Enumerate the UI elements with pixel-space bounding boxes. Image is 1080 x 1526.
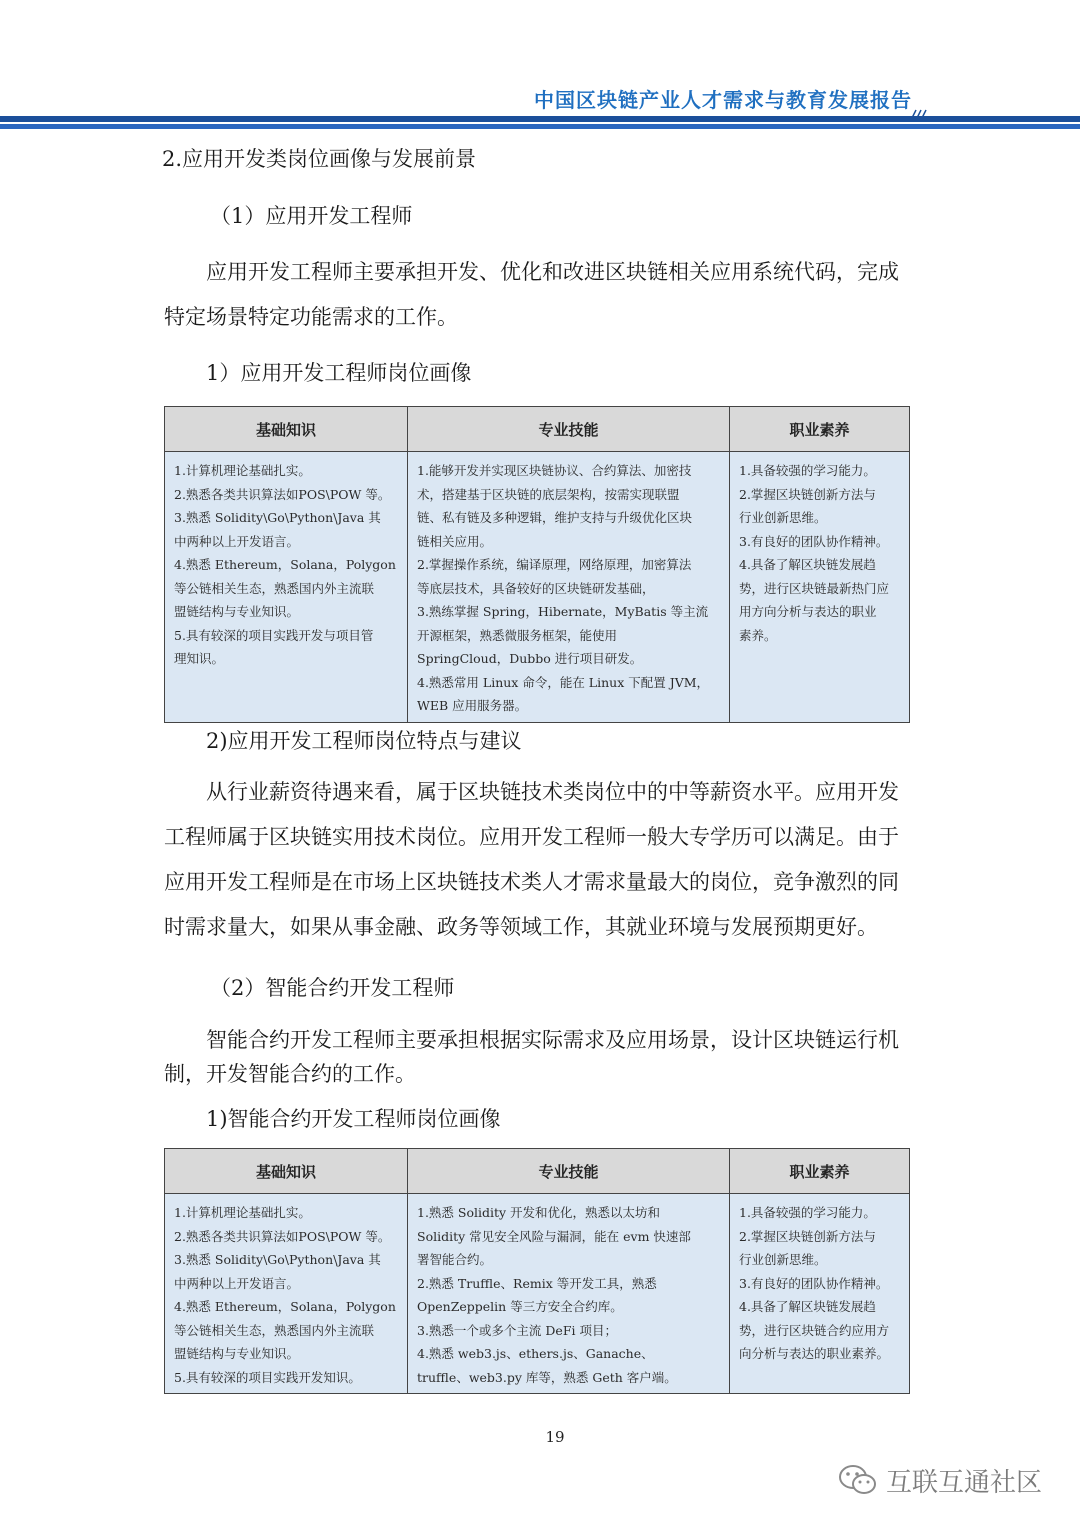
watermark	[838, 1460, 1042, 1500]
table-cell-basic-knowledge	[165, 1194, 408, 1394]
paragraph-line: 时需求量大，如果从事金融、政务等领域工作，其就业环境与发展预期更好。	[164, 915, 878, 939]
cell-line: 2.掌握操作系统，编译原理，网络原理，加密算法	[417, 557, 692, 572]
subsection-title-2: （2）智能合约开发工程师	[210, 976, 455, 1000]
features-title: 2)应用开发工程师岗位特点与建议	[206, 729, 522, 753]
cell-line: 1.计算机理论基础扎实。	[174, 463, 311, 478]
cell-line: 1.具备较强的学习能力。	[739, 463, 876, 478]
cell-line: 4.具备了解区块链发展趋	[739, 1299, 876, 1314]
paragraph-line: 工程师属于区块链实用技术岗位。应用开发工程师一般大专学历可以满足。由于	[164, 825, 899, 849]
column-header: 职业素养	[730, 1149, 910, 1194]
cell-line: 1.具备较强的学习能力。	[739, 1205, 876, 1220]
table-cell-professional-quality	[730, 452, 910, 723]
cell-line: 盟链结构与专业知识。	[174, 1346, 300, 1361]
cell-line: 1.计算机理论基础扎实。	[174, 1205, 311, 1220]
cell-line: Solidity 常见安全风险与漏洞，能在 evm 快速部	[417, 1228, 691, 1244]
cell-line: 中两种以上开发语言。	[174, 1275, 300, 1291]
cell-line: 3.熟悉一个或多个主流 DeFi 项目；	[417, 1322, 617, 1338]
cell-line: 势，进行区块链最新热门应	[739, 580, 890, 596]
cell-line: 等公链相关生态，熟悉国内外主流联	[174, 1322, 375, 1338]
cell-line: OpenZeppelin 等三方安全合约库。	[417, 1299, 623, 1314]
cell-line: 3.熟悉 Solidity\Go\Python\Java 其	[174, 510, 381, 525]
column-header: 专业技能	[408, 407, 730, 452]
column-header: 基础知识	[165, 1149, 408, 1194]
paragraph-line: 智能合约开发工程师主要承担根据实际需求及应用场景，设计区块链运行机	[206, 1028, 899, 1052]
cell-line: 4.熟悉 web3.js、ethers.js、Ganache、	[417, 1346, 654, 1361]
cell-line: 4.熟悉常用 Linux 命令，能在 Linux 下配置 JVM，	[417, 674, 710, 690]
table-cell-professional-skills	[408, 452, 730, 723]
report-header-title: 中国区块链产业人才需求与教育发展报告	[534, 88, 912, 112]
table-caption-1: 1）应用开发工程师岗位画像	[206, 361, 472, 385]
cell-line: 盟链结构与专业知识。	[174, 604, 300, 619]
cell-line: 开源框架，熟悉微服务框架，能使用	[417, 627, 618, 643]
cell-line: 行业创新思维。	[739, 1252, 827, 1267]
cell-line: 4.熟悉 Ethereum，Solana，Polygon	[174, 557, 396, 572]
cell-line: 1.能够开发并实现区块链协议、合约算法、加密技	[417, 463, 692, 478]
section-title: 2.应用开发类岗位画像与发展前景	[162, 147, 477, 171]
subsection-title-1: （1）应用开发工程师	[210, 204, 413, 228]
cell-line: 理知识。	[174, 651, 225, 666]
paragraph-line: 制，开发智能合约的工作。	[164, 1062, 416, 1086]
cell-line: 势，进行区块链合约应用方	[739, 1322, 890, 1338]
cell-line: 5.具有较深的项目实践开发与项目管	[174, 627, 374, 643]
cell-line: 链相关应用。	[417, 533, 493, 549]
cell-line: 链、私有链及多种逻辑，维护支持与升级优化区块	[417, 510, 693, 525]
job-portrait-table-1	[164, 406, 910, 723]
cell-line: 等底层技术，具备较好的区块链研发基础，	[417, 580, 655, 596]
page-number: 19	[545, 1428, 565, 1446]
cell-line: 2.熟悉 Truffle、Remix 等开发工具，熟悉	[417, 1275, 657, 1291]
cell-line: 3.有良好的团队协作精神。	[739, 533, 889, 549]
cell-line: 2.熟悉各类共识算法如POS\POW 等。	[174, 1228, 391, 1244]
cell-line: 素养。	[739, 627, 777, 643]
table-cell-professional-quality	[730, 1194, 910, 1394]
paragraph-line: 特定场景特定功能需求的工作。	[164, 305, 458, 329]
wechat-icon	[838, 1463, 878, 1497]
header-bar-secondary	[0, 124, 1080, 129]
column-header: 职业素养	[730, 407, 910, 452]
cell-line: SpringCloud，Dubbo 进行项目研发。	[417, 651, 643, 666]
cell-line: 2.掌握区块链创新方法与	[739, 486, 876, 502]
column-header: 基础知识	[165, 407, 408, 452]
cell-line: 行业创新思维。	[739, 510, 827, 525]
cell-line: 1.熟悉 Solidity 开发和优化，熟悉以太坊和	[417, 1205, 661, 1220]
cell-line: 向分析与表达的职业素养。	[739, 1346, 890, 1361]
job-portrait-table-2	[164, 1148, 910, 1394]
cell-line: WEB 应用服务器。	[417, 698, 528, 713]
cell-line: 2.熟悉各类共识算法如POS\POW 等。	[174, 486, 391, 502]
table-caption-2: 1)智能合约开发工程师岗位画像	[206, 1107, 501, 1131]
column-header: 专业技能	[408, 1149, 730, 1194]
cell-line: 署智能合约。	[417, 1252, 493, 1267]
cell-line: 3.熟悉 Solidity\Go\Python\Java 其	[174, 1252, 381, 1267]
watermark-text: 互联互通社区	[886, 1467, 1043, 1498]
cell-line: 等公链相关生态，熟悉国内外主流联	[174, 580, 375, 596]
cell-line: 用方向分析与表达的职业	[739, 604, 877, 619]
paragraph-line: 应用开发工程师主要承担开发、优化和改进区块链相关应用系统代码，完成	[206, 260, 899, 284]
cell-line: 术，搭建基于区块链的底层架构，按需实现联盟	[417, 486, 680, 502]
paragraph-line: 从行业薪资待遇来看，属于区块链技术类岗位中的中等薪资水平。应用开发	[206, 780, 899, 804]
cell-line: 4.熟悉 Ethereum，Solana，Polygon	[174, 1299, 396, 1314]
paragraph-line: 应用开发工程师是在市场上区块链技术类人才需求量最大的岗位，竞争激烈的同	[164, 870, 899, 894]
cell-line: 3.熟练掌握 Spring，Hibernate，MyBatis 等主流	[417, 604, 709, 619]
cell-line: 5.具有较深的项目实践开发知识。	[174, 1369, 361, 1385]
cell-line: 中两种以上开发语言。	[174, 533, 300, 549]
table-cell-professional-skills	[408, 1194, 730, 1394]
cell-line: truffle、web3.py 库等，熟悉 Geth 客户端。	[417, 1369, 677, 1385]
cell-line: 4.具备了解区块链发展趋	[739, 557, 876, 572]
table-cell-basic-knowledge	[165, 452, 408, 723]
cell-line: 3.有良好的团队协作精神。	[739, 1275, 889, 1291]
cell-line: 2.掌握区块链创新方法与	[739, 1228, 876, 1244]
